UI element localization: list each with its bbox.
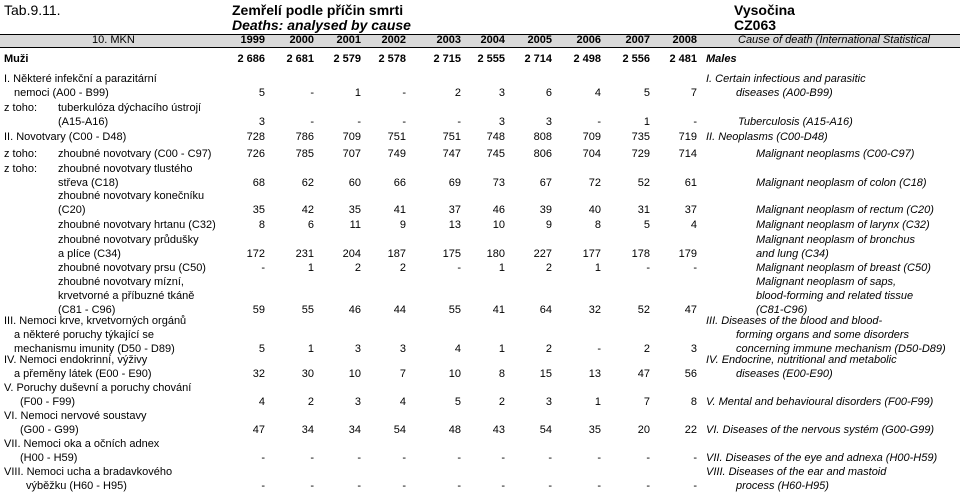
year-header: 1999 — [240, 34, 265, 46]
cell-value: 42 — [301, 204, 314, 216]
column-header-mkn: 10. MKN — [92, 34, 135, 46]
cell-value: 227 — [533, 248, 552, 260]
row-label-en: IV. Endocrine, nutritional and metabolic — [706, 354, 897, 366]
row-label-cz: nemoci (A00 - B99) — [14, 87, 109, 99]
cell-value: 35 — [588, 424, 601, 436]
cell-value: - — [597, 480, 601, 492]
cell-value: 1 — [643, 116, 650, 128]
row-label-en: concerning immune mechanism (D50-D89) — [736, 343, 946, 355]
cell-value: - — [357, 452, 361, 464]
cell-value: 55 — [448, 304, 461, 316]
row-label-en: I. Certain infectious and parasitic — [706, 73, 866, 85]
row-label-cz: mechanismu imunity (D50 - D89) — [14, 343, 175, 355]
cell-value: 5 — [258, 87, 265, 99]
cell-value: 7 — [643, 396, 650, 408]
cell-value: 707 — [342, 148, 361, 160]
cell-value: 46 — [492, 204, 505, 216]
cell-value: - — [310, 452, 314, 464]
cell-value: 729 — [631, 148, 650, 160]
cell-value: 69 — [448, 177, 461, 189]
cell-value: 2 579 — [333, 53, 361, 65]
year-header: 2006 — [576, 34, 601, 46]
cell-value: - — [597, 343, 601, 355]
cell-value: 786 — [295, 131, 314, 143]
cell-value: 66 — [393, 177, 406, 189]
row-label-en: Malignant neoplasm of breast (C50) — [756, 262, 931, 274]
row-label-en: Malignant neoplasm of saps, — [756, 276, 897, 288]
cell-value: 2 714 — [524, 53, 552, 65]
row-label-cz: tuberkulóza dýchacího ústrojí — [58, 102, 202, 114]
row-label-cz: zhoubné novotvary hrtanu (C32) — [58, 219, 216, 231]
cell-value: 172 — [246, 248, 265, 260]
cell-value: 785 — [295, 148, 314, 160]
cell-value: - — [402, 452, 406, 464]
cell-value: 748 — [486, 131, 505, 143]
cell-value: 5 — [643, 219, 650, 231]
cell-value: 709 — [342, 131, 361, 143]
row-label-en: Malignant neoplasm of larynx (C32) — [756, 219, 930, 231]
cell-value: 61 — [684, 177, 697, 189]
cell-value: 35 — [348, 204, 361, 216]
cell-value: 34 — [301, 424, 314, 436]
cell-value: 6 — [545, 87, 552, 99]
cell-value: 64 — [539, 304, 552, 316]
cell-value: 32 — [252, 368, 265, 380]
row-label-en: VIII. Diseases of the ear and mastoid — [706, 466, 887, 478]
cell-value: 4 — [258, 396, 265, 408]
cell-value: - — [457, 116, 461, 128]
cell-value: - — [548, 480, 552, 492]
year-header: 2004 — [480, 34, 505, 46]
cell-value: 3 — [690, 343, 697, 355]
cell-value: 9 — [399, 219, 406, 231]
cell-value: 41 — [393, 204, 406, 216]
cell-value: - — [457, 452, 461, 464]
cell-value: 2 — [545, 262, 552, 274]
cell-value: 1 — [354, 87, 361, 99]
cell-value: 9 — [545, 219, 552, 231]
cell-value: 749 — [387, 148, 406, 160]
year-header: 2008 — [672, 34, 697, 46]
cell-value: - — [310, 87, 314, 99]
row-label-en: diseases (A00-B99) — [736, 87, 833, 99]
cell-value: 2 — [545, 343, 552, 355]
cell-value: 2 555 — [477, 53, 505, 65]
year-header: 2003 — [436, 34, 461, 46]
cell-value: 747 — [442, 148, 461, 160]
region-code: CZ063 — [734, 17, 777, 33]
cell-value: 13 — [448, 219, 461, 231]
cell-value: 11 — [349, 219, 361, 231]
cell-value: 41 — [492, 304, 505, 316]
row-label-cz: z toho: — [4, 163, 38, 175]
cell-value: 2 481 — [669, 53, 697, 65]
cell-value: 6 — [307, 219, 314, 231]
row-label-en: diseases (E00-E90) — [736, 368, 833, 380]
cell-value: 187 — [387, 248, 406, 260]
cell-value: 2 — [307, 396, 314, 408]
cell-value: - — [501, 452, 505, 464]
cell-value: - — [597, 452, 601, 464]
cell-value: 8 — [594, 219, 601, 231]
row-label-cz: zhoubné novotvary mízní, — [58, 276, 184, 288]
cell-value: 735 — [631, 131, 650, 143]
row-label-cz: a přeměny látek (E00 - E90) — [14, 368, 152, 380]
cell-value: - — [457, 480, 461, 492]
cell-value: - — [548, 452, 552, 464]
row-label-cz: V. Poruchy duševní a poruchy chování — [4, 382, 192, 394]
row-label-en: Tuberculosis (A15-A16) — [738, 116, 853, 128]
row-label-cz: IV. Nemoci endokrinní, výživy — [4, 354, 148, 366]
cell-value: 37 — [448, 204, 461, 216]
row-label-cz: zhoubné novotvary průdušky — [58, 234, 199, 246]
cell-value: 2 — [643, 343, 650, 355]
cell-value: 806 — [533, 148, 552, 160]
cell-value: 15 — [539, 368, 552, 380]
cell-value: 40 — [588, 204, 601, 216]
cell-value: - — [402, 87, 406, 99]
cell-value: 177 — [582, 248, 601, 260]
cell-value: 3 — [498, 116, 505, 128]
cell-value: 8 — [258, 219, 265, 231]
cell-value: 751 — [387, 131, 406, 143]
cell-value: 56 — [684, 368, 697, 380]
cell-value: 46 — [348, 304, 361, 316]
cell-value: 180 — [486, 248, 505, 260]
cell-value: 52 — [637, 304, 650, 316]
cell-value: - — [402, 116, 406, 128]
cell-value: 8 — [498, 368, 505, 380]
cell-value: 1 — [498, 262, 505, 274]
row-label-en: (C81-C96) — [756, 304, 808, 316]
cell-value: 62 — [301, 177, 314, 189]
cell-value: 34 — [348, 424, 361, 436]
cell-value: - — [646, 480, 650, 492]
cell-value: - — [310, 480, 314, 492]
row-label-cz: VII. Nemoci oka a očních adnex — [4, 438, 160, 450]
row-label-cz: a plíce (C34) — [58, 248, 121, 260]
row-label-cz: zhoubné novotvary tlustého — [58, 163, 193, 175]
cell-value: 204 — [342, 248, 361, 260]
row-label-en: III. Diseases of the blood and blood- — [706, 315, 883, 327]
cell-value: 1 — [307, 262, 314, 274]
cell-value: 2 — [354, 262, 361, 274]
cell-value: 3 — [545, 396, 552, 408]
cell-value: - — [693, 480, 697, 492]
cell-value: 5 — [258, 343, 265, 355]
row-label-en: V. Mental and behavioural disorders (F00-F99) — [706, 396, 934, 408]
cell-value: 4 — [399, 396, 406, 408]
row-label-cz: VIII. Nemoci ucha a bradavkového — [4, 466, 173, 478]
cell-value: 714 — [678, 148, 697, 160]
row-label-en: Males — [706, 53, 737, 65]
row-label-cz: (F00 - F99) — [20, 396, 76, 408]
cell-value: 709 — [582, 131, 601, 143]
table-number: Tab.9.11. — [4, 2, 61, 18]
cell-value: 47 — [684, 304, 697, 316]
cell-value: 20 — [637, 424, 650, 436]
cell-value: - — [261, 452, 265, 464]
cell-value: 22 — [684, 424, 697, 436]
row-label-en: Malignant neoplasms (C00-C97) — [756, 148, 915, 160]
cell-value: - — [261, 480, 265, 492]
row-label-cz: výběžku (H60 - H95) — [26, 480, 127, 492]
cell-value: 55 — [301, 304, 314, 316]
cell-value: 43 — [492, 424, 505, 436]
cell-value: 2 578 — [378, 53, 406, 65]
title-english: Deaths: analysed by cause — [232, 17, 411, 33]
cell-value: - — [597, 116, 601, 128]
cell-value: 4 — [690, 219, 697, 231]
cell-value: 4 — [594, 87, 601, 99]
year-header: 2005 — [527, 34, 552, 46]
cell-value: 10 — [492, 219, 505, 231]
cell-value: 5 — [454, 396, 461, 408]
cell-value: 704 — [582, 148, 601, 160]
cell-value: - — [310, 116, 314, 128]
cell-value: 2 498 — [573, 53, 601, 65]
row-label-cz: střeva (C18) — [58, 177, 119, 189]
row-label-cz: z toho: — [4, 102, 38, 114]
row-label-en: Malignant neoplasm of bronchus — [756, 234, 915, 246]
year-header: 2007 — [625, 34, 650, 46]
cell-value: 3 — [545, 116, 552, 128]
cell-value: - — [693, 116, 697, 128]
cell-value: 1 — [594, 262, 601, 274]
region-name: Vysočina — [734, 2, 795, 18]
cell-value: 751 — [442, 131, 461, 143]
row-label-en: blood-forming and related tissue — [756, 290, 914, 302]
cell-value: - — [501, 480, 505, 492]
row-label-en: Malignant neoplasm of colon (C18) — [756, 177, 927, 189]
row-label-cz: zhoubné novotvary prsu (C50) — [58, 262, 206, 274]
cell-value: 68 — [252, 177, 265, 189]
row-label-en: II. Neoplasms (C00-D48) — [706, 131, 828, 143]
cell-value: 67 — [539, 177, 552, 189]
cell-value: 10 — [348, 368, 361, 380]
row-label-en: VII. Diseases of the eye and adnexa (H00-H59) — [706, 452, 938, 464]
cell-value: 13 — [588, 368, 601, 380]
cell-value: 47 — [637, 368, 650, 380]
cell-value: 2 715 — [433, 53, 461, 65]
cell-value: 808 — [533, 131, 552, 143]
cell-value: 60 — [348, 177, 361, 189]
row-label-cz: VI. Nemoci nervové soustavy — [4, 410, 147, 422]
cell-value: 32 — [588, 304, 601, 316]
row-label-cz: zhoubné novotvary konečníku — [58, 190, 205, 202]
row-label-cz: Muži — [4, 53, 29, 65]
cell-value: - — [693, 452, 697, 464]
cell-value: 1 — [498, 343, 505, 355]
cell-value: 48 — [448, 424, 461, 436]
row-label-cz: (H00 - H59) — [20, 452, 78, 464]
cell-value: - — [693, 262, 697, 274]
cell-value: 745 — [486, 148, 505, 160]
cell-value: 5 — [643, 87, 650, 99]
title-czech: Zemřelí podle příčin smrti — [232, 2, 404, 18]
cell-value: 73 — [492, 177, 505, 189]
row-label-cz: (G00 - G99) — [20, 424, 79, 436]
cell-value: 2 — [454, 87, 461, 99]
year-header: 2001 — [336, 34, 361, 46]
cell-value: 8 — [690, 396, 697, 408]
row-label-cz: a některé poruchy týkající se — [14, 329, 155, 341]
cell-value: 3 — [354, 396, 361, 408]
cell-value: 37 — [684, 204, 697, 216]
row-label-en: VI. Diseases of the nervous systém (G00-G99) — [706, 424, 935, 436]
row-label-cz: I. Některé infekční a parazitární — [4, 73, 157, 85]
cell-value: - — [402, 480, 406, 492]
cell-value: 54 — [539, 424, 552, 436]
cell-value: 2 — [399, 262, 406, 274]
cell-value: 52 — [637, 177, 650, 189]
row-label-en: forming organs and some disorders — [736, 329, 910, 341]
year-header: 2000 — [289, 34, 314, 46]
cell-value: 30 — [301, 368, 314, 380]
row-label-cz: (A15-A16) — [58, 116, 109, 128]
year-header: 2002 — [381, 34, 406, 46]
cell-value: 179 — [678, 248, 697, 260]
cell-value: 10 — [448, 368, 461, 380]
cell-value: 728 — [246, 131, 265, 143]
cell-value: 2 — [498, 396, 505, 408]
row-label-en: Malignant neoplasm of rectum (C20) — [756, 204, 934, 216]
row-label-cz: (C20) — [58, 204, 86, 216]
cell-value: - — [646, 452, 650, 464]
cell-value: 7 — [690, 87, 697, 99]
cell-value: - — [357, 480, 361, 492]
cell-value: 178 — [631, 248, 650, 260]
row-label-en: process (H60-H95) — [736, 480, 829, 492]
cell-value: 3 — [498, 87, 505, 99]
cell-value: 44 — [393, 304, 406, 316]
cell-value: - — [261, 262, 265, 274]
cell-value: 175 — [442, 248, 461, 260]
cell-value: 59 — [252, 304, 265, 316]
row-label-cz: III. Nemoci krve, krvetvorných orgánů — [4, 315, 187, 327]
cell-value: 231 — [295, 248, 314, 260]
cell-value: - — [646, 262, 650, 274]
cell-value: 35 — [252, 204, 265, 216]
row-label-en: and lung (C34) — [756, 248, 829, 260]
cell-value: 3 — [258, 116, 265, 128]
cell-value: 3 — [354, 343, 361, 355]
row-label-cz: (C81 - C96) — [58, 304, 116, 316]
cell-value: 726 — [246, 148, 265, 160]
cell-value: 54 — [393, 424, 406, 436]
cell-value: - — [457, 262, 461, 274]
cell-value: 1 — [594, 396, 601, 408]
cell-value: 4 — [454, 343, 461, 355]
cell-value: 2 686 — [237, 53, 265, 65]
cell-value: 72 — [588, 177, 601, 189]
row-label-cz: z toho: — [4, 148, 38, 160]
cell-value: - — [357, 116, 361, 128]
cell-value: 31 — [637, 204, 650, 216]
row-label-cz: II. Novotvary (C00 - D48) — [4, 131, 127, 143]
cell-value: 2 556 — [622, 53, 650, 65]
cell-value: 1 — [307, 343, 314, 355]
cell-value: 39 — [539, 204, 552, 216]
row-label-cz: zhoubné novotvary (C00 - C97) — [58, 148, 212, 160]
cell-value: 47 — [252, 424, 265, 436]
cell-value: 2 681 — [286, 53, 314, 65]
cell-value: 3 — [399, 343, 406, 355]
cell-value: 719 — [678, 131, 697, 143]
row-label-cz: krvetvorné a příbuzné tkáně — [58, 290, 195, 302]
column-header-cause-en: Cause of death (International Statistical — [738, 34, 931, 46]
cell-value: 7 — [399, 368, 406, 380]
